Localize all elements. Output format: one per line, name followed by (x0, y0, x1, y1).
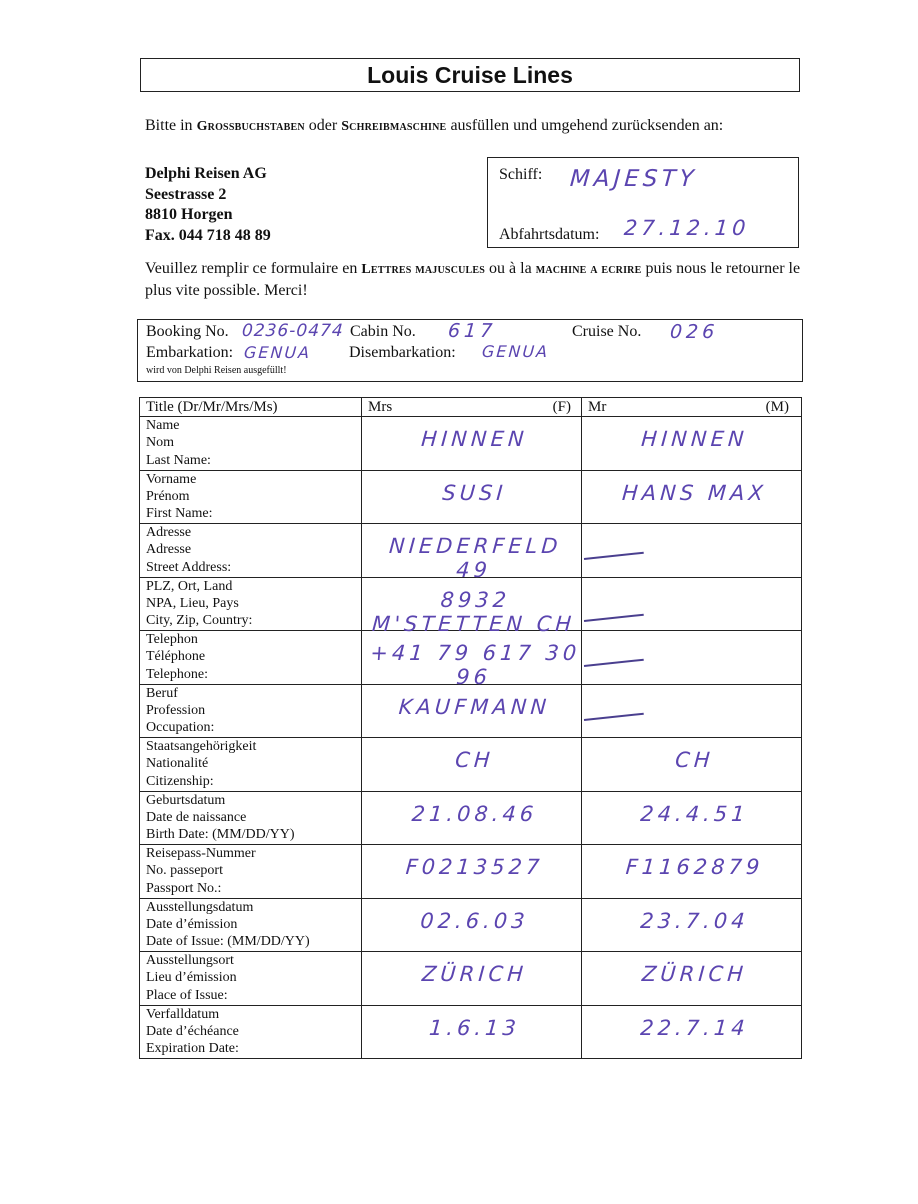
cruise-label: Cruise No. (572, 323, 642, 340)
field-label-line: Date d’échéance (146, 1023, 239, 1039)
field-label-line: PLZ, Ort, Land (146, 578, 233, 594)
handwritten-value[interactable]: HINNEN (420, 427, 529, 451)
handwritten-entry-wrap (588, 417, 801, 469)
field-label (140, 684, 362, 738)
handwritten-entry-wrap (588, 845, 801, 897)
passenger-1-header: Mrs (F) (362, 398, 582, 417)
passenger-2-cell[interactable] (582, 791, 802, 845)
field-label (140, 952, 362, 1006)
passenger-2-cell[interactable] (582, 417, 802, 471)
empty-dash-mark (584, 613, 644, 621)
handwritten-entry-wrap (588, 952, 801, 1004)
field-label-line: Profession (146, 702, 206, 718)
passenger-1-cell[interactable] (362, 898, 582, 952)
handwritten-entry-wrap (368, 792, 581, 844)
field-label-line: Staatsangehörigkeit (146, 739, 257, 754)
empty-dash-mark (584, 552, 644, 560)
ship-value[interactable]: MAJESTY (569, 166, 699, 192)
field-label-line: Adresse (146, 525, 192, 540)
field-label-line: Vorname (146, 471, 197, 487)
field-label-line: Nationalité (146, 756, 209, 772)
table-row (140, 845, 802, 899)
handwritten-value[interactable]: 21.08.46 (410, 801, 539, 826)
handwritten-entry-wrap (588, 738, 801, 790)
table-row (140, 577, 802, 631)
field-label-line: Birth Date: (MM/DD/YY) (146, 827, 295, 843)
table-row (140, 898, 802, 952)
passenger-table (139, 397, 802, 1059)
table-row (140, 791, 802, 845)
handwritten-value[interactable]: 8932 M'STETTEN CH (371, 587, 577, 636)
field-label-line: Prénom (146, 488, 190, 504)
handwritten-value[interactable]: 1.6.13 (428, 1015, 521, 1040)
handwritten-value[interactable]: 22.7.14 (639, 1015, 750, 1040)
handwritten-value[interactable]: CH (674, 748, 715, 772)
passenger-2-cell[interactable] (582, 952, 802, 1006)
handwritten-value[interactable]: F1162879 (624, 855, 765, 879)
handwritten-value[interactable]: NIEDERFELD 49 (388, 534, 563, 582)
passenger-1-cell[interactable] (362, 1005, 582, 1059)
field-label (140, 524, 362, 578)
handwritten-entry-wrap (368, 845, 581, 897)
handwritten-entry-wrap (588, 631, 801, 683)
field-label-line: Reisepass-Nummer (146, 846, 256, 861)
field-label-line: Beruf (146, 685, 178, 701)
handwritten-value[interactable]: KAUFMANN (397, 694, 552, 719)
field-label-line: Nom (146, 435, 174, 451)
table-row (140, 470, 802, 524)
field-label-line: Téléphone (146, 649, 206, 665)
handwritten-entry-wrap (368, 1006, 581, 1058)
table-row (140, 684, 802, 738)
passenger-2-cell[interactable] (582, 631, 802, 685)
passenger-2-cell[interactable] (582, 684, 802, 738)
table-row (140, 738, 802, 792)
handwritten-entry-wrap (368, 685, 581, 737)
handwritten-value[interactable]: 24.4.51 (639, 801, 750, 826)
table-row (140, 952, 802, 1006)
handwritten-value[interactable]: ZÜRICH (421, 962, 528, 986)
handwritten-value[interactable]: HANS MAX (621, 480, 768, 505)
field-label-line: Lieu d’émission (146, 970, 237, 986)
field-label-line: City, Zip, Country: (146, 613, 253, 629)
field-label-line: First Name: (146, 506, 213, 522)
table-row (140, 1005, 802, 1059)
handwritten-entry-wrap (588, 524, 801, 576)
handwritten-entry-wrap (368, 738, 581, 790)
handwritten-entry-wrap (588, 471, 801, 523)
handwritten-value[interactable]: 02.6.03 (419, 908, 530, 933)
passenger-2-header: Mr (M) (582, 398, 802, 417)
field-label (140, 738, 362, 792)
field-label-line: Place of Issue: (146, 987, 228, 1003)
field-label (140, 898, 362, 952)
passenger-1-cell[interactable] (362, 845, 582, 899)
fax: Fax. 044 718 48 89 (145, 226, 271, 244)
booking-value[interactable]: 0236-0474 (241, 321, 345, 341)
field-label-line: Geburtsdatum (146, 792, 226, 808)
handwritten-entry-wrap (368, 524, 581, 582)
handwritten-entry-wrap (368, 631, 582, 689)
handwritten-value[interactable]: F0213527 (404, 855, 545, 879)
handwritten-entry-wrap (588, 792, 801, 844)
ship-info-box (487, 157, 799, 248)
disembarkation-label: Disembarkation: (349, 344, 456, 361)
booking-label: Booking No. (146, 323, 229, 340)
passenger-2-cell[interactable] (582, 1005, 802, 1059)
table-row (140, 631, 802, 685)
departure-date-value[interactable]: 27.12.10 (623, 216, 751, 240)
handwritten-entry-wrap (588, 685, 801, 737)
handwritten-entry-wrap (588, 899, 801, 951)
field-label-line: Citizenship: (146, 773, 214, 789)
field-label (140, 791, 362, 845)
passenger-1-cell[interactable] (362, 470, 582, 524)
passenger-1-cell[interactable] (362, 524, 582, 582)
handwritten-value[interactable]: 23.7.04 (639, 908, 750, 933)
field-label-line: Adresse (146, 542, 192, 558)
handwritten-value[interactable]: SUSI (441, 480, 508, 505)
cabin-label: Cabin No. (350, 323, 416, 340)
field-label (140, 577, 362, 631)
field-label-line: Passport No.: (146, 880, 222, 896)
handwritten-entry-wrap (368, 417, 581, 469)
field-label-line: Date of Issue: (MM/DD/YY) (146, 934, 310, 950)
handwritten-entry-wrap (588, 578, 801, 630)
embarkation-label: Embarkation: (146, 344, 234, 361)
handwritten-entry-wrap (368, 578, 581, 636)
office-use-note: wird von Delphi Reisen ausgefüllt! (146, 365, 287, 376)
passenger-1-cell[interactable] (362, 684, 582, 738)
passenger-1-cell[interactable] (362, 577, 582, 636)
handwritten-value[interactable]: +41 79 617 30 96 (369, 641, 582, 689)
field-label-line: Date d’émission (146, 916, 238, 932)
company-name: Delphi Reisen AG (145, 165, 267, 182)
field-label-line: Expiration Date: (146, 1041, 239, 1057)
passenger-2-cell[interactable] (582, 470, 802, 524)
field-label-line: Verfalldatum (146, 1006, 220, 1022)
field-label-line: Name (146, 418, 180, 433)
empty-dash-mark (584, 659, 644, 667)
booking-box (137, 319, 803, 382)
handwritten-entry-wrap (368, 471, 581, 523)
field-label-line: Ausstellungsdatum (146, 899, 254, 915)
ship-label: Schiff: (499, 166, 543, 183)
handwritten-value[interactable]: HINNEN (640, 427, 749, 451)
passenger-1-cell[interactable] (362, 952, 582, 1006)
passenger-1-cell[interactable] (362, 631, 582, 689)
passenger-2-cell[interactable] (582, 898, 802, 952)
empty-dash-mark (584, 712, 644, 720)
field-label (140, 845, 362, 899)
field-label (140, 631, 362, 685)
instructions-german: Bitte in Grossbuchstaben oder Schreibmaschine ausfüllen und umgehend zurücksenden an: (145, 117, 724, 134)
passenger-1-cell[interactable] (362, 738, 582, 792)
passenger-2-cell[interactable] (582, 845, 802, 899)
field-label (140, 1005, 362, 1059)
return-address (145, 164, 271, 246)
table-row (140, 524, 802, 578)
instructions-french: Veuillez remplir ce formulaire en Lettres majuscules ou à la machine a ecrire puis nous le retourner le plus vite possible. Merci! (145, 260, 801, 299)
field-label (140, 470, 362, 524)
passenger-2-cell[interactable] (582, 738, 802, 792)
table-row (140, 417, 802, 471)
handwritten-entry-wrap (588, 1006, 801, 1058)
field-label-line: Date de naissance (146, 809, 247, 825)
field-label-line: Last Name: (146, 452, 211, 468)
disembarkation-value[interactable]: GENUA (481, 342, 550, 361)
field-label-line: Occupation: (146, 720, 215, 736)
handwritten-entry-wrap (368, 899, 581, 951)
field-label-line: Ausstellungsort (146, 953, 234, 968)
departure-date-label: Abfahrtsdatum: (499, 226, 600, 243)
title-column-header: Title (Dr/Mr/Mrs/Ms) (140, 398, 362, 417)
field-label-line: Telephone: (146, 666, 208, 682)
passenger-1-cell[interactable] (362, 417, 582, 471)
passenger-2-cell[interactable] (582, 524, 802, 578)
field-label-line: Street Address: (146, 559, 232, 575)
handwritten-value[interactable]: ZÜRICH (641, 962, 748, 986)
table-header-row (140, 398, 802, 417)
field-label-line: Telephon (146, 632, 198, 647)
handwritten-entry-wrap (368, 952, 581, 1004)
passenger-1-cell[interactable] (362, 791, 582, 845)
field-label-line: No. passeport (146, 863, 223, 879)
street: Seestrasse 2 (145, 185, 227, 203)
field-label-line: NPA, Lieu, Pays (146, 595, 239, 611)
embarkation-value[interactable]: GENUA (243, 343, 312, 362)
cabin-value[interactable]: 617 (447, 320, 498, 342)
field-label (140, 417, 362, 471)
city: 8810 Horgen (145, 206, 233, 223)
form-title: Louis Cruise Lines (140, 58, 800, 92)
handwritten-value[interactable]: CH (454, 748, 495, 772)
cruise-value[interactable]: 026 (669, 321, 720, 343)
passenger-2-cell[interactable] (582, 577, 802, 631)
